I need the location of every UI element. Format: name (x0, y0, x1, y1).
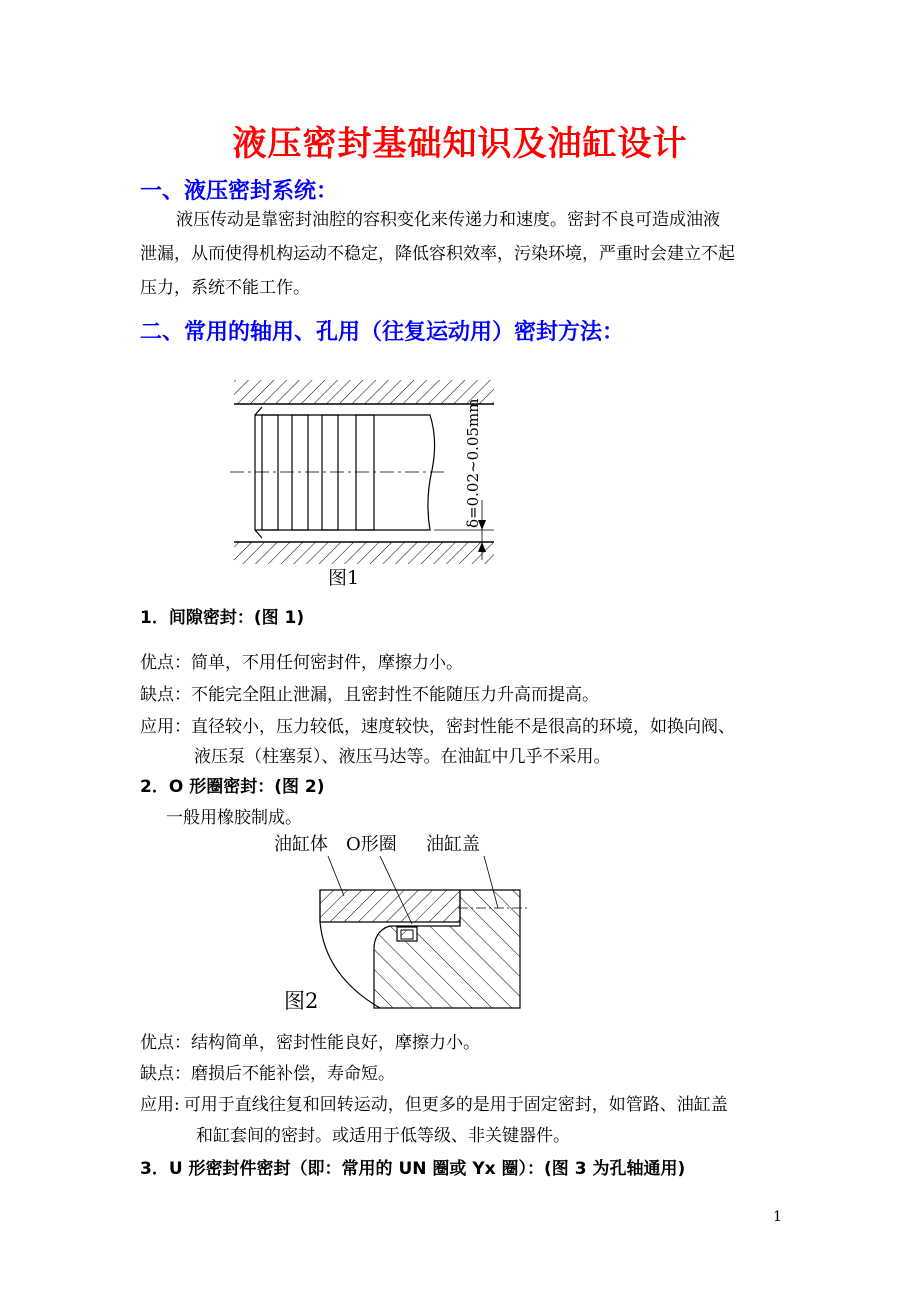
section1-line-1: 液压传动是靠密封油腔的容积变化来传递力和速度。密封不良可造成油液 (176, 210, 720, 230)
pros-label: 优点： (140, 653, 191, 673)
cylinder-wall-bottom (234, 542, 494, 564)
label-cylinder-body: 油缸体 (274, 834, 328, 855)
cons-label: 缺点： (140, 685, 191, 705)
page-title: 液压密封基础知识及油缸设计 (232, 124, 688, 164)
app-text-1: 直径较小，压力较低，速度较快，密封性能不是很高的环境，如换向阀、 (191, 717, 735, 737)
section2-heading: 二、常用的轴用、孔用（往复运动用）密封方法： (140, 320, 625, 345)
piston (255, 407, 435, 538)
item3-heading: 3．U 形密封件密封（即：常用的 UN 圈或 Yx 圈）：(图 3 为孔轴通用) (140, 1159, 686, 1179)
figure-2 (270, 826, 530, 1021)
cylinder-wall-top (234, 380, 494, 404)
app-text-1: 可用于直线往复和回转运动，但更多的是用于固定密封，如管路、油缸盖 (183, 1095, 728, 1115)
pros-label: 优点： (140, 1033, 191, 1053)
item2-pros-row (140, 1028, 480, 1053)
figure-2-caption: 图2 (284, 989, 319, 1013)
item1-app-row (140, 712, 735, 737)
pros-text: 结构简单，密封性能良好，摩擦力小。 (191, 1033, 480, 1053)
item2-app-row (140, 1090, 728, 1115)
item1-pros-row (140, 648, 463, 673)
cons-label: 缺点： (140, 1064, 191, 1084)
cons-text: 磨损后不能补偿，寿命短。 (191, 1064, 395, 1084)
item1-heading: 1．间隙密封：(图 1) (140, 608, 305, 628)
item2-heading: 2．O 形圈密封：(图 2) (140, 777, 325, 797)
item2-intro: 一般用橡胶制成。 (166, 808, 302, 828)
cons-text: 不能完全阻止泄漏，且密封性不能随压力升高而提高。 (191, 685, 599, 705)
figure-1 (220, 370, 520, 595)
app-label: 应用: (140, 1095, 180, 1115)
pros-text: 简单，不用任何密封件，摩擦力小。 (191, 653, 463, 673)
item1-cons-row (140, 680, 599, 705)
item2-cons-row (140, 1059, 395, 1084)
page-number: 1 (773, 1209, 782, 1225)
o-ring (401, 930, 413, 939)
app-label: 应用： (140, 717, 191, 737)
gap-dimension-label: δ=0.02~0.05mm (464, 398, 482, 528)
section1-heading: 一、液压密封系统： (140, 179, 339, 204)
section1-line-2: 泄漏，从而使得机构运动不稳定，降低容积效率，污染环境，严重时会建立不起 (140, 244, 735, 264)
figure-1-caption: 图1 (328, 567, 360, 589)
label-o-ring: O形圈 (346, 834, 397, 855)
section1-line-3: 压力，系统不能工作。 (140, 278, 310, 298)
item2-app-text-2: 和缸套间的密封。或适用于低等级、非关键器件。 (196, 1126, 570, 1146)
item1-app-text-2: 液压泵（柱塞泵）、液压马达等。在油缸中几乎不采用。 (194, 747, 611, 767)
label-cylinder-cover: 油缸盖 (426, 834, 480, 855)
